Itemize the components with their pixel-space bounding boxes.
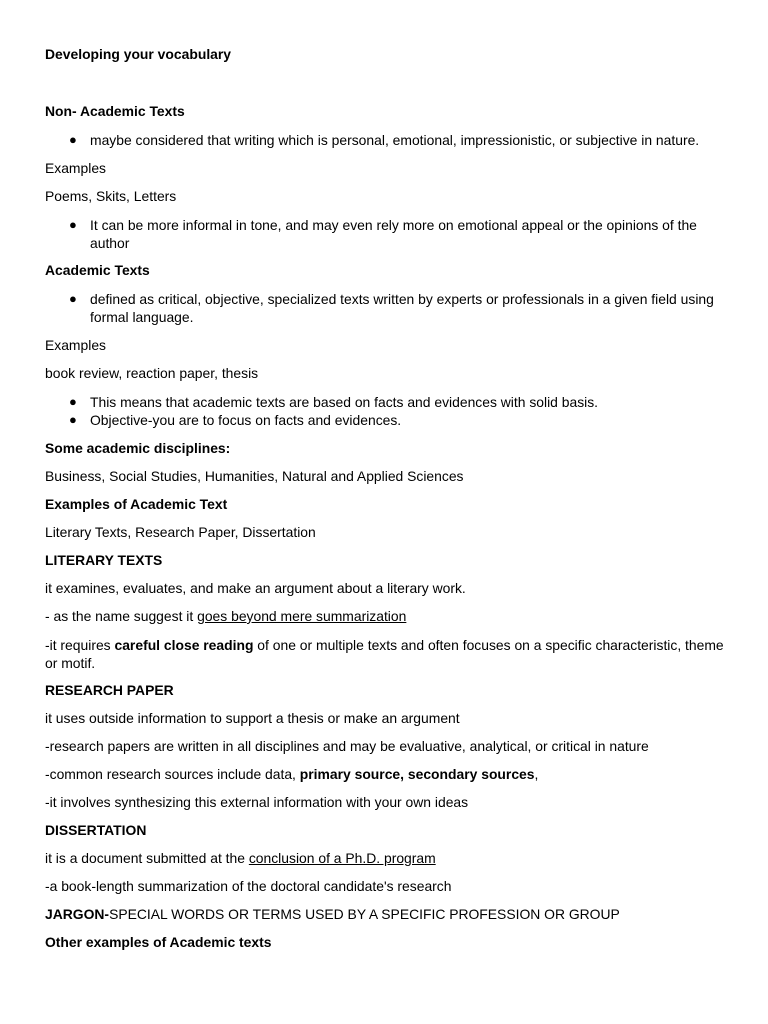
research-line-3-suffix: , <box>534 766 539 782</box>
literary-heading: LITERARY TEXTS <box>45 552 163 568</box>
dissertation-line-2: -a book-length summarization of the doctoral candidate's research <box>45 878 452 894</box>
disciplines-list: Business, Social Studies, Humanities, Natural and Applied Sciences <box>45 468 464 484</box>
literary-line-3-bold: careful close reading <box>114 637 254 653</box>
examples-academic-heading: Examples of Academic Text <box>45 496 228 512</box>
research-heading: RESEARCH PAPER <box>45 682 174 698</box>
dissertation-line-1-prefix: it is a document submitted at the <box>45 850 249 866</box>
non-academic-bullet-2-text: It can be more informal in tone, and may even rely more on emotional appeal or the opinions of the author <box>90 217 697 251</box>
literary-line-2-underlined: goes beyond mere summarization <box>197 608 407 624</box>
academic-heading: Academic Texts <box>45 262 150 278</box>
non-academic-examples-label: Examples <box>45 160 106 176</box>
academic-examples: book review, reaction paper, thesis <box>45 365 259 381</box>
bullet-icon: ● <box>69 291 77 306</box>
other-examples-heading: Other examples of Academic texts <box>45 934 272 950</box>
dissertation-line-1-underlined: conclusion of a Ph.D. program <box>248 850 436 866</box>
bullet-icon: ● <box>69 217 77 232</box>
academic-bullet-3-text: Objective-you are to focus on facts and evidences. <box>90 412 402 428</box>
document-title: Developing your vocabulary <box>45 46 232 62</box>
non-academic-heading: Non- Academic Texts <box>45 103 185 119</box>
academic-bullet-2-text: This means that academic texts are based on facts and evidences with solid basis. <box>90 394 599 410</box>
research-line-2: -research papers are written in all disciplines and may be evaluative, analytical, or critical in nature <box>45 738 649 754</box>
literary-line-3 <box>45 636 735 672</box>
examples-academic-list: Literary Texts, Research Paper, Dissertation <box>45 524 316 540</box>
literary-line-2 <box>45 607 406 625</box>
research-line-3-bold: primary source, secondary sources <box>299 766 535 782</box>
research-line-1: it uses outside information to support a thesis or make an argument <box>45 710 460 726</box>
bullet-icon: ● <box>69 132 77 147</box>
disciplines-heading: Some academic disciplines: <box>45 440 231 456</box>
dissertation-line-1 <box>45 849 436 867</box>
research-line-3-prefix: -common research sources include data, <box>45 766 300 782</box>
academic-examples-label: Examples <box>45 337 106 353</box>
jargon-definition: SPECIAL WORDS OR TERMS USED BY A SPECIFIC PROFESSION OR GROUP <box>109 906 620 922</box>
non-academic-examples: Poems, Skits, Letters <box>45 188 177 204</box>
jargon-term: JARGON- <box>45 906 110 922</box>
non-academic-bullet-1-text: maybe considered that writing which is personal, emotional, impressionistic, or subjective in nature. <box>90 132 700 148</box>
literary-line-2-prefix: - as the name suggest it <box>45 608 198 624</box>
academic-bullet-1-text: defined as critical, objective, specialized texts written by experts or professionals in a given field using formal language. <box>90 291 714 325</box>
bullet-icon: ● <box>69 394 77 409</box>
research-line-4: -it involves synthesizing this external information with your own ideas <box>45 794 469 810</box>
literary-line-3-prefix: -it requires <box>45 637 115 653</box>
literary-line-1: it examines, evaluates, and make an argument about a literary work. <box>45 580 466 596</box>
bullet-icon: ● <box>69 412 77 427</box>
literary-line-3-suffix: of one or multiple texts and often focuses on a specific characteristic, theme or motif. <box>45 637 724 671</box>
research-line-3 <box>45 765 538 783</box>
jargon-line <box>45 905 620 923</box>
dissertation-heading: DISSERTATION <box>45 822 147 838</box>
